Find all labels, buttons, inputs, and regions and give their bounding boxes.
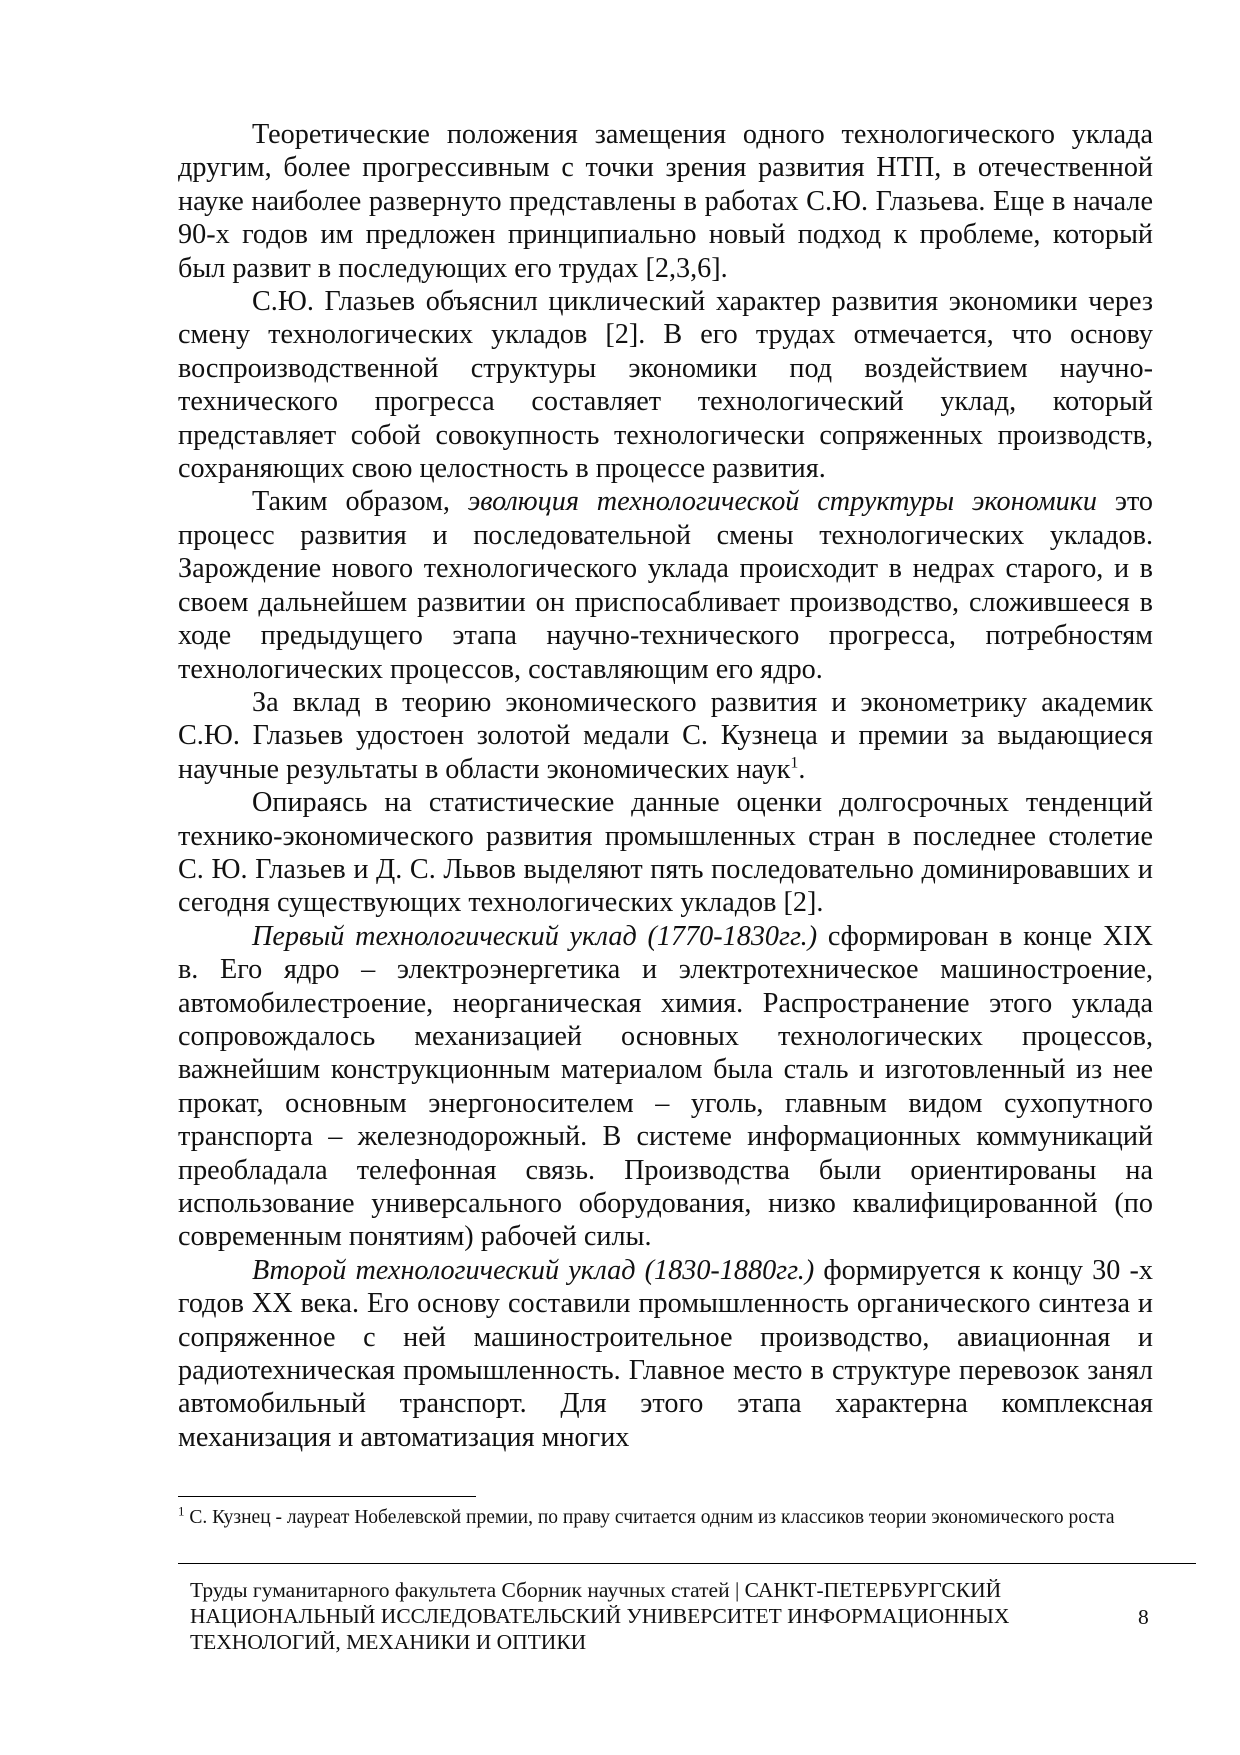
paragraph-1 [178,118,1153,285]
paragraph-7 [178,1254,1153,1454]
footer-line-2: НАЦИОНАЛЬНЫЙ ИССЛЕДОВАТЕЛЬСКИЙ УНИВЕРСИТЕТ ИНФОРМАЦИОННЫХ [190,1604,1010,1628]
paragraph-3-italic-term: эволюция технологической структуры экономики [467,486,1097,518]
paragraph-6-text: сформирован в конце XIX в. Его ядро – электроэнергетика и электротехническое машиностроение, автомобилестроение, неорганическая химия. Распространение этого уклада сопровождалось механизацией основных технологических процессов, важнейшим конструкционным материалом была сталь и изготовленный из нее прокат, основным энергоносителем – уголь, главным видом сухопутного транспорта – железнодорожный. В системе информационных коммуникаций преобладала телефонная связь. Производства были ориентированы на использование универсального оборудования, низко квалифицированной (по современным понятиям) рабочей силы. [178,920,1153,1253]
footer-line-1: Труды гуманитарного факультета Сборник научных статей | САНКТ-ПЕТЕРБУРГСКИЙ [190,1578,1002,1602]
paragraph-7-text: формируется к концу 30 -х годов XX века. Его основу составили промышленность органического синтеза и сопряженное с ней машиностроительное производство, авиационная и радиотехническая промышленность. Главное место в структуре перевозок занял автомобильный транспорт. Для этого этапа характерна комплексная механизация и автоматизация многих [178,1254,1153,1453]
footer-divider [178,1563,1196,1564]
paragraph-6 [178,920,1153,1254]
paragraph-3 [178,485,1153,685]
article-body [178,118,1153,1454]
first-order-heading: Первый технологический уклад (1770-1830гг.) [252,920,818,952]
second-order-heading: Второй технологический уклад (1830-1880гг.) [252,1254,815,1286]
paragraph-2 [178,285,1153,485]
paragraph-4-end: . [798,753,806,785]
paragraph-2-text: С.Ю. Глазьев объяснил циклический характер развития экономики через смену технологических укладов [2]. В его трудах отмечается, что основу воспроизводственной структуры экономики под воздействием научно-технического прогресса составляет технологический уклад, который представляет собой совокупность технологически сопряженных производств, сохраняющих свою целостность в процессе развития. [178,286,1153,485]
footnote-reference[interactable]: 1 [790,754,799,772]
footnote [178,1503,1143,1529]
footnote-text: С. Кузнец - лауреат Нобелевской премии, по праву считается одним из классиков теории экономического роста [184,1507,1115,1528]
page-footer [190,1577,1090,1655]
footnote-divider [178,1496,476,1497]
paragraph-5-text: Опираясь на статистические данные оценки долгосрочных тенденций технико-экономического развития промышленных стран в последнее столетие С. Ю. Глазьев и Д. С. Львов выделяют пять последовательно доминировавших и сегодня существующих технологических укладов [2]. [178,787,1153,919]
paragraph-3-start: Таким образом, [252,486,468,518]
footer-line-3: ТЕХНОЛОГИЙ, МЕХАНИКИ И ОПТИКИ [190,1630,587,1654]
paragraph-4-text: За вклад в теорию экономического развития и эконометрику академик С.Ю. Глазьев удостоен золотой медали С. Кузнеца и премии за выдающиеся научные результаты в области экономических наук [178,686,1153,785]
paragraph-1-text: Теоретические положения замещения одного технологического уклада другим, более прогрессивным с точки зрения развития НТП, в отечественной науке наиболее развернуто представлены в работах С.Ю. Глазьева. Еще в начале 90-х годов им предложен принципиально новый подход к проблеме, который был развит в последующих его трудах [2,3,6]. [178,119,1153,284]
paragraph-5 [178,786,1153,920]
footnote-marker: 1 [178,1503,185,1519]
page-number: 8 [1138,1605,1149,1629]
paragraph-3-end: это процесс развития и последовательной смены технологических укладов. Зарождение нового технологического уклада происходит в недрах старого, и в своем дальнейшем развитии он приспосабливает производство, сложившееся в ходе предыдущего этапа научно-технического прогресса, потребностям технологических процессов, составляющим его ядро. [178,486,1153,685]
paragraph-4 [178,686,1153,786]
